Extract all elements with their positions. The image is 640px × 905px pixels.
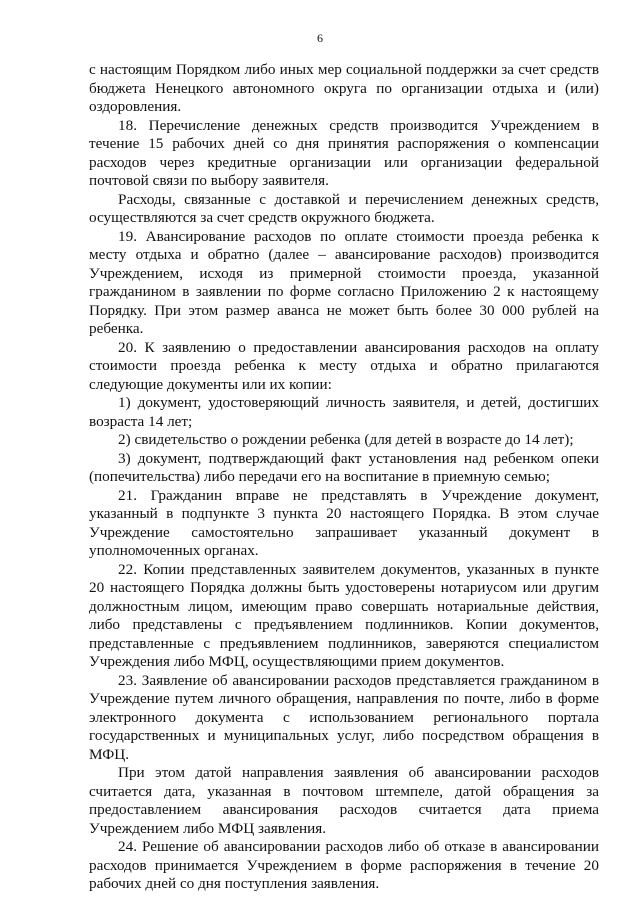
paragraph-23-date: При этом датой направления заявления об авансировании расходов считается дата, указанная в почтовом штемпеле, датой обращения за предоставлением авансирования расходов считается дата приема Учреждением либо МФЦ заявления. (89, 764, 599, 837)
paragraph-21: 21. Гражданин вправе не представлять в Учреждение документ, указанный в подпункте 3 пункта 20 настоящего Порядка. В этом случае Учреждение самостоятельно запрашивает указанный документ в уполномоченных органах. (89, 486, 599, 559)
page-number: 6 (317, 31, 323, 45)
paragraph-22: 22. Копии представленных заявителем документов, указанных в пункте 20 настоящего Порядка должны быть удостоверены нотариусом или другим должностным лицом, имеющим право совершать нотариальные действия, либо представлены с предъявлением подлинников. Копии документов, представленные с предъявлением подлинников, заверяются специалистом Учреждения либо МФЦ, осуществляющими прием документов. (89, 560, 599, 670)
document-body (89, 61, 599, 894)
paragraph-19: 19. Авансирование расходов по оплате стоимости проезда ребенка к месту отдыха и обратно (далее – авансирование расходов) производится Учреждением, исходя из примерной стоимости проезда, указанной гражданином в заявлении по форме согласно Приложению 2 к настоящему Порядку. При этом размер аванса не может быть более 30 000 рублей на ребенка. (89, 227, 599, 337)
paragraph-18: 18. Перечисление денежных средств производится Учреждением в течение 15 рабочих дней со дня принятия распоряжения о компенсации расходов через кредитные организации или организации федеральной почтовой связи по выбору заявителя. (89, 116, 599, 189)
paragraph-24: 24. Решение об авансировании расходов либо об отказе в авансировании расходов принимается Учреждением в форме распоряжения в течение 20 рабочих дней со дня поступления заявления. (89, 838, 599, 892)
paragraph-23: 23. Заявление об авансировании расходов представляется гражданином в Учреждение путем личного обращения, направления по почте, либо в форме электронного документа с использованием регионального портала государственных и муниципальных услуг, либо посредством обращения в МФЦ. (89, 671, 599, 763)
paragraph-20-item-2: 2) свидетельство о рождении ребенка (для детей в возрасте до 14 лет); (118, 431, 574, 448)
paragraph-20: 20. К заявлению о предоставлении авансирования расходов на оплату стоимости проезда ребенка к месту отдыха и обратно прилагаются следующие документы или их копии: (89, 338, 599, 393)
paragraph-20-item-3: 3) документ, подтверждающий факт установления над ребенком опеки (попечительства) либо передачи его на воспитание в приемную семью; (89, 449, 599, 485)
paragraph-continuation: с настоящим Порядком либо иных мер социальной поддержки за счет средств бюджета Ненецкого автономного округа по организации отдыха и (или) оздоровления. (89, 61, 599, 115)
paragraph-18-expenses: Расходы, связанные с доставкой и перечислением денежных средств, осуществляются за счет средств окружного бюджета. (89, 190, 599, 226)
paragraph-20-item-1: 1) документ, удостоверяющий личность заявителя, и детей, достигших возраста 14 лет; (89, 394, 599, 430)
